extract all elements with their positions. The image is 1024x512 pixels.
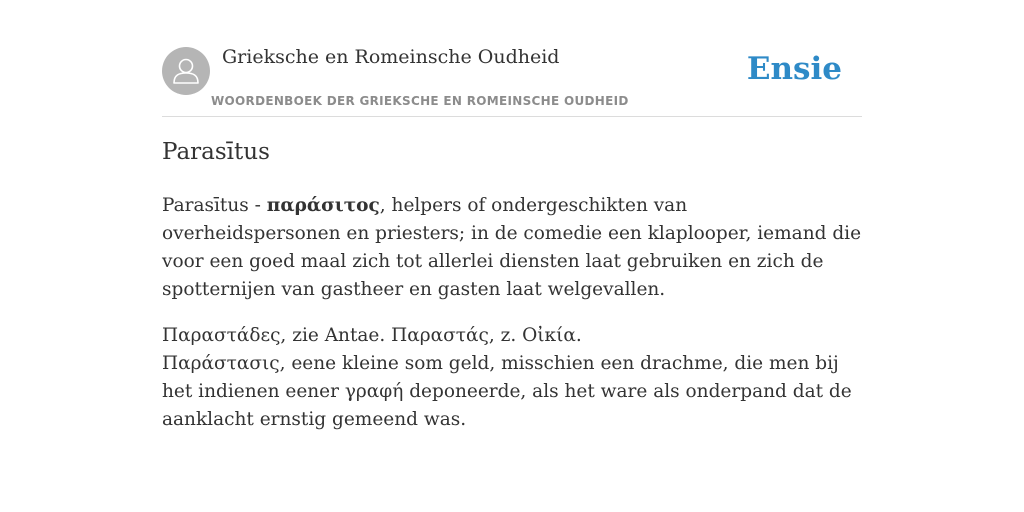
definition-paragraph <box>162 192 862 304</box>
definition-head: Parasītus - <box>162 195 267 216</box>
source-title[interactable]: Grieksche en Romeinsche Oudheid <box>222 46 560 68</box>
entry-title: Parasītus <box>162 139 270 165</box>
related-paragraph <box>162 322 862 434</box>
greek-term: παράσιτος <box>266 195 380 216</box>
source-subtitle: WOORDENBOEK DER GRIEKSCHE EN ROMEINSCHE OUDHEID <box>211 94 629 108</box>
user-icon <box>162 47 210 95</box>
related-line-2: Παράστασις, eene kleine som geld, misschien een drachme, die men bij het indienen eener γραφή deponeerde, als het ware als onderpand dat de aanklacht ernstig gemeend was. <box>162 353 852 430</box>
related-line-1: Παραστάδες, zie Antae. Παραστάς, z. Οἰκία. <box>162 325 582 346</box>
entry-content <box>162 192 862 434</box>
avatar[interactable] <box>162 47 210 95</box>
brand-logo[interactable]: Ensie <box>746 51 842 87</box>
source-header <box>162 40 862 117</box>
definition-text: , helpers of ondergeschikten van overheidspersonen en priesters; in de comedie een klaplooper, iemand die voor een goed maal zich tot allerlei diensten laat gebruiken en zich de spotternijen van gastheer en gasten laat welgevallen. <box>162 195 862 300</box>
